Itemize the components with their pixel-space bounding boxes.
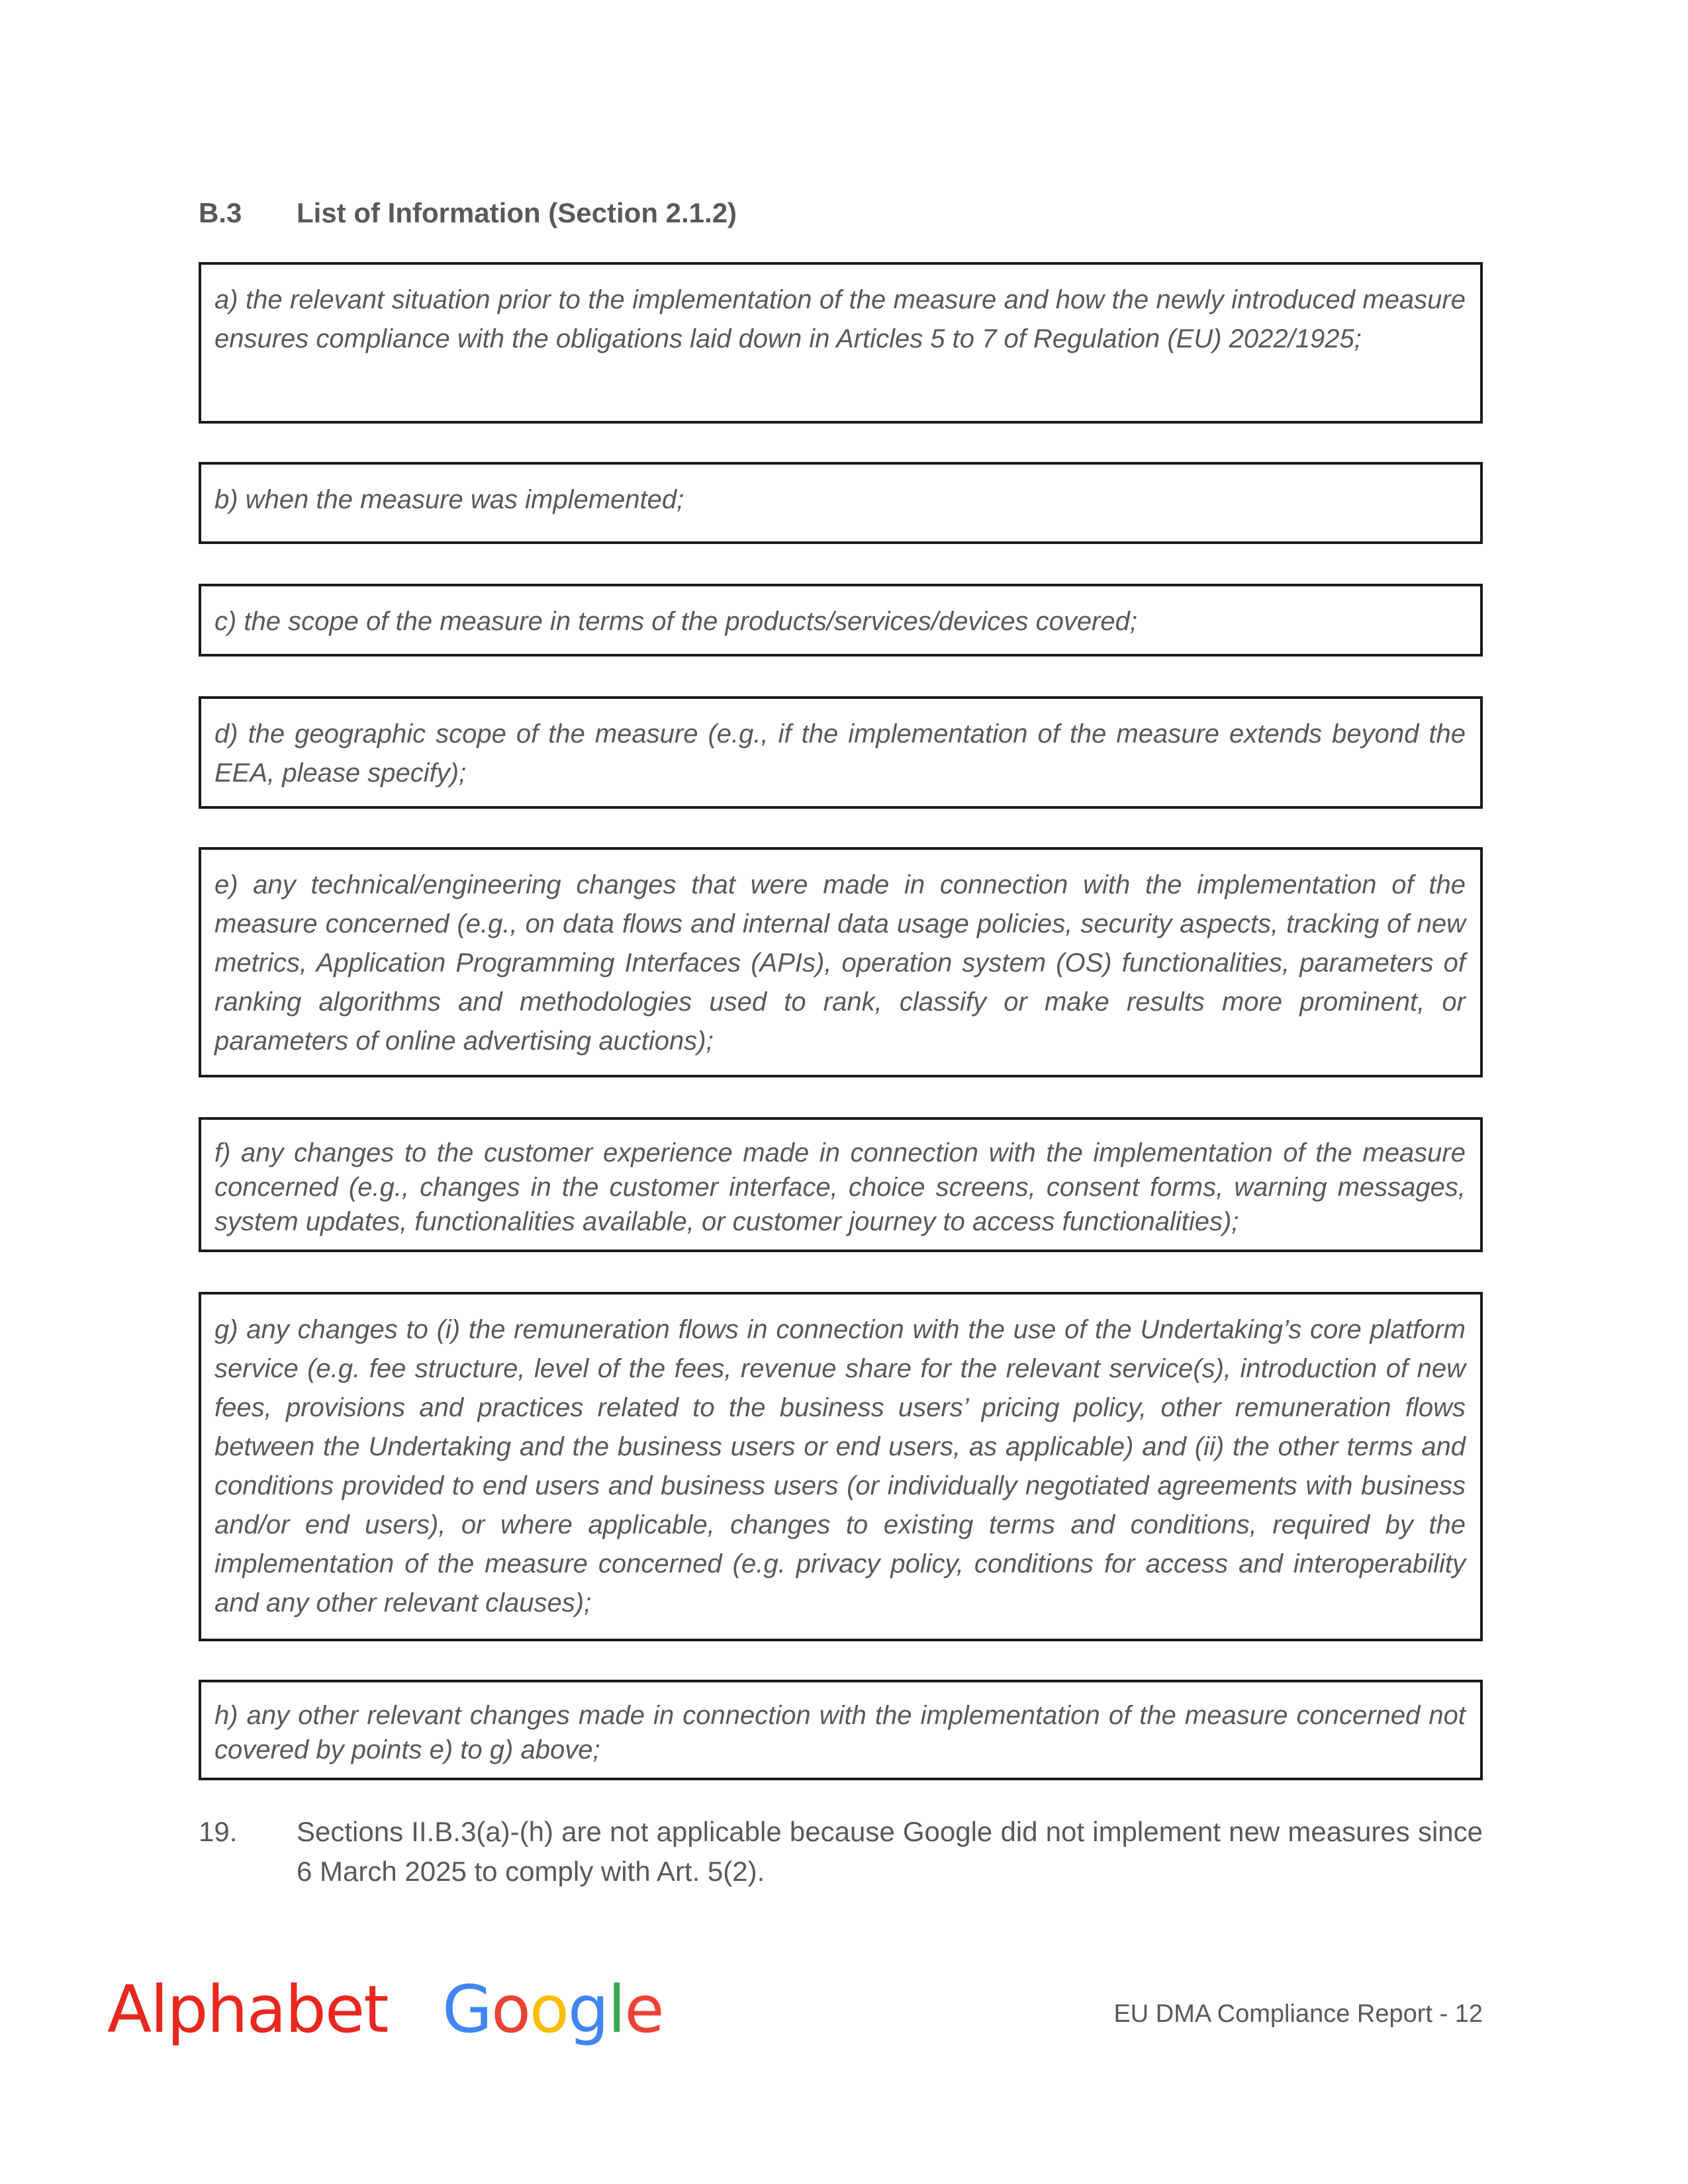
info-item-text: h) any other relevant changes made in connection with the implementation of the measure concerned not covered by points e) to g) above; [214,1701,1466,1764]
section-number: B.3 [199,197,242,228]
numbered-paragraph [199,1812,1483,1891]
alphabet-logo: Alphabet [107,1972,388,2048]
paragraph-text: Sections II.B.3(a)-(h) are not applicable because Google did not implement new measures since 6 March 2025 to comply with Art. 5(2). [297,1816,1483,1887]
info-item-f [199,1117,1483,1252]
info-item-text: e) any technical/engineering changes that were made in connection with the implementation of the measure concerned (e.g., on data flows and internal data usage policies, security aspects, tracking of new metrics, Application Programming Interfaces (APIs), operation system (OS) functionalities, parameters of ranking algorithms and methodologies used to rank, classify or make results more prominent, or parameters of online advertising auctions); [214,870,1466,1056]
info-item-e [199,847,1483,1077]
info-item-text: b) when the measure was implemented; [214,485,684,514]
google-logo: Google [442,1972,663,2048]
section-heading [199,197,737,229]
info-item-h [199,1680,1483,1780]
info-item-text: d) the geographic scope of the measure (e.g., if the implementation of the measure extends beyond the EEA, please specify); [214,719,1466,788]
info-item-b [199,462,1483,544]
info-item-d [199,696,1483,809]
info-item-c [199,584,1483,657]
info-item-text: g) any changes to (i) the remuneration flows in connection with the use of the Undertaking’s core platform service (e.g. fee structure, level of the fees, revenue share for the relevant service(s), introduction of new fees, provisions and practices related to the business users’ pricing policy, other remuneration flows between the Undertaking and the business users or end users, as applicable) and (ii) the other terms and conditions provided to end users and business users (or individually negotiated agreements with business and/or end users), or where applicable, changes to existing terms and conditions, required by the implementation of the measure concerned (e.g. privacy policy, conditions for access and interoperability and any other relevant clauses); [214,1315,1466,1617]
paragraph-number: 19. [199,1816,238,1847]
section-title: List of Information (Section 2.1.2) [297,197,737,228]
footer-report-label: EU DMA Compliance Report - 12 [1113,2000,1483,2028]
info-item-g [199,1292,1483,1641]
info-item-text: c) the scope of the measure in terms of the products/services/devices covered; [214,607,1137,636]
info-item-text: a) the relevant situation prior to the implementation of the measure and how the newly introduced measure ensures compliance with the obligations laid down in Articles 5 to 7 of Regulation (EU) 2022/1925; [214,285,1466,353]
info-item-text: f) any changes to the customer experience made in connection with the implementation of the measure concerned (e.g., changes in the customer interface, choice screens, consent forms, warning messages, system updates, functionalities available, or customer journey to access functionalities); [214,1138,1466,1236]
info-item-a [199,262,1483,424]
